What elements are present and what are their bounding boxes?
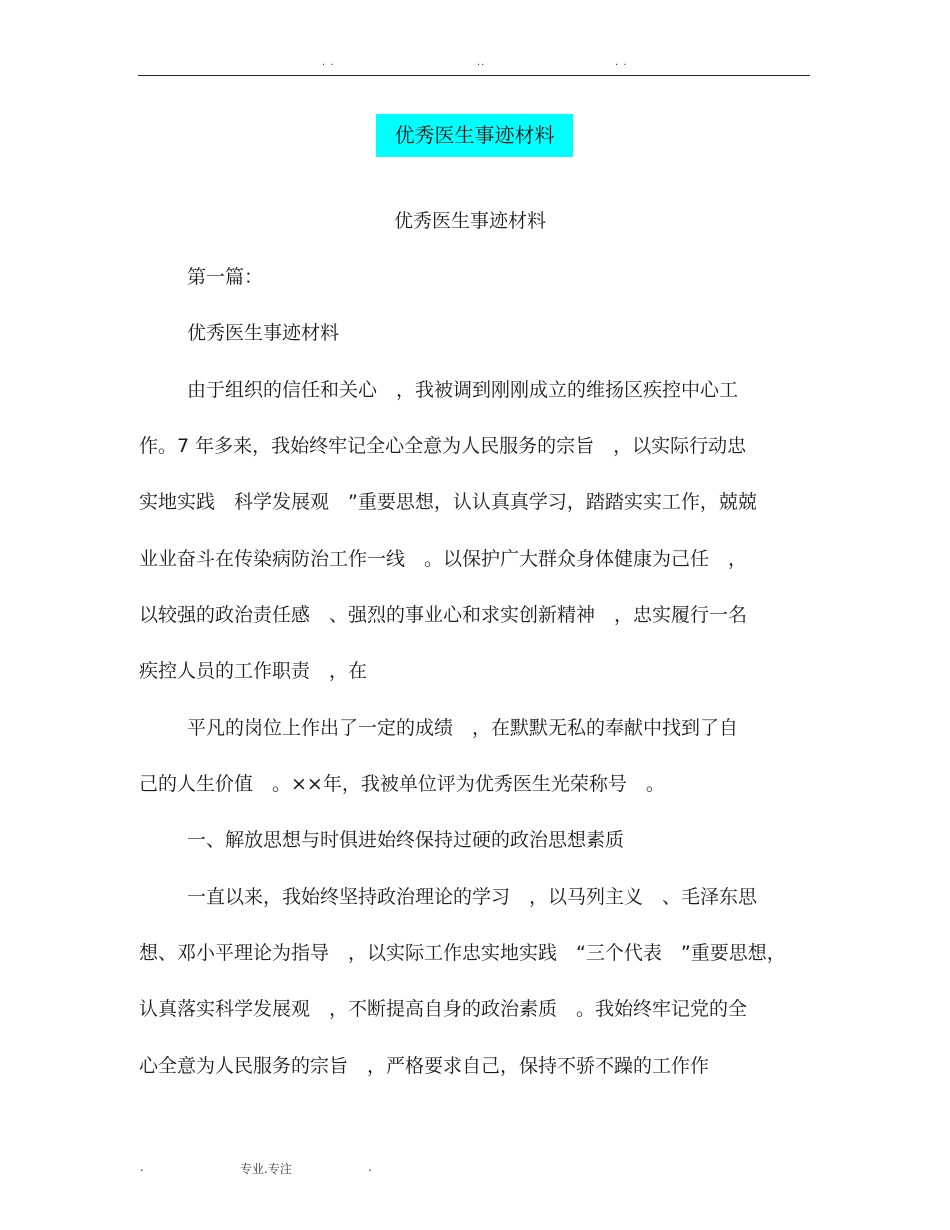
- text-line: 一、解放思想与时俱进始终保持过硬的政治思想素质: [187, 829, 625, 851]
- footer-dot-right: .: [368, 1160, 372, 1174]
- header-dots-middle: ··: [477, 60, 486, 71]
- document-subtitle: 优秀医生事迹材料: [393, 210, 546, 232]
- text-line: 业业奋斗在传染病防治工作一线 。以保护广大群众身体健康为己任 ，: [139, 548, 748, 570]
- footer-label: 专业.专注: [240, 1162, 292, 1176]
- text-line: 想、邓小平理论为指导 ，以实际工作忠实地实践 “三个代表 ”重要思想，: [139, 942, 786, 964]
- footer-dot-left: .: [140, 1160, 144, 1174]
- header-dots-right: · ·: [615, 60, 628, 71]
- text-line: 实地实践 科学发展观 ”重要思想，认认真真学习，踏踏实实工作，兢兢: [139, 491, 757, 513]
- text-line: 由于组织的信任和关心 ，我被调到刚刚成立的维扬区疾控中心工: [187, 379, 739, 401]
- header-rule: [138, 75, 810, 76]
- highlighted-title: 优秀医生事迹材料: [376, 114, 573, 157]
- text-line: 己的人生价值 。××年，我被单位评为优秀医生光荣称号 。: [139, 773, 665, 795]
- header-dots-left: · ·: [322, 60, 335, 71]
- text-line: 第一篇：: [187, 266, 264, 288]
- text-line: 认真落实科学发展观 ，不断提高自身的政治素质 。我始终牢记党的全: [139, 998, 748, 1020]
- text-line: 心全意为人民服务的宗旨 ，严格要求自己，保持不骄不躁的工作作: [139, 1055, 710, 1077]
- text-line: 以较强的政治责任感 、强烈的事业心和求实创新精神 ，忠实履行一名: [139, 604, 748, 626]
- text-line: 作。7 年多来，我始终牢记全心全意为人民服务的宗旨 ，以实际行动忠: [139, 435, 747, 457]
- text-line: 优秀医生事迹材料: [187, 322, 340, 344]
- text-line: 平凡的岗位上作出了一定的成绩 ，在默默无私的奉献中找到了自: [187, 717, 739, 739]
- text-line: 一直以来，我始终坚持政治理论的学习 ，以马列主义 、毛泽东思: [187, 886, 758, 908]
- text-line: 疾控人员的工作职责 ，在: [139, 660, 368, 682]
